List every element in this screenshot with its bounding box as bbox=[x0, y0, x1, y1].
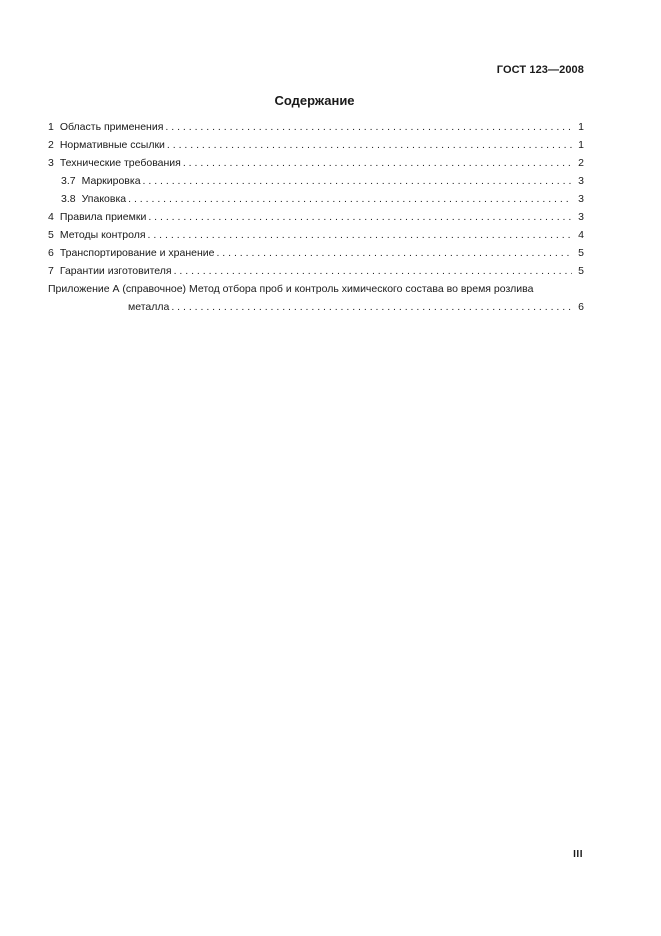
toc-leader-dots bbox=[148, 226, 572, 244]
toc-entry-page: 3 bbox=[578, 211, 584, 223]
toc-entry-3-8[interactable] bbox=[48, 190, 584, 208]
toc-leader-dots bbox=[183, 154, 572, 172]
toc-leader-dots bbox=[174, 262, 572, 280]
toc-entry-label: Упаковка bbox=[81, 193, 127, 205]
toc-entry-label: Транспортирование и хранение bbox=[59, 247, 215, 259]
document-code: ГОСТ 123—2008 bbox=[496, 64, 584, 76]
toc-leader-dots bbox=[167, 136, 572, 154]
toc-entry-label: Область применения bbox=[59, 121, 164, 133]
toc-entry-6[interactable] bbox=[48, 244, 584, 262]
toc-entry-label: Нормативные ссылки bbox=[59, 139, 165, 151]
toc-entry-label: Методы контроля bbox=[59, 229, 146, 241]
toc-entry-label: Гарантии изготовителя bbox=[59, 265, 172, 277]
toc-entry-4[interactable] bbox=[48, 208, 584, 226]
toc-entry-label: Правила приемки bbox=[59, 211, 147, 223]
toc-leader-dots bbox=[143, 172, 572, 190]
toc-entry-3[interactable] bbox=[48, 154, 584, 172]
toc-appendix-title[interactable]: Приложение А (справочное) Метод отбора проб и контроль химического состава во время розлива bbox=[48, 283, 534, 295]
toc-entry-page: 5 bbox=[578, 247, 584, 259]
toc-title: Содержание bbox=[274, 93, 355, 108]
toc-leader-dots bbox=[165, 118, 572, 136]
toc-entry-page: 1 bbox=[578, 139, 584, 151]
toc-entry-number: 7 bbox=[48, 265, 54, 277]
toc-entry-2[interactable] bbox=[48, 136, 584, 154]
toc-entry-1[interactable] bbox=[48, 118, 584, 136]
toc-entry-number: 3.8 bbox=[61, 193, 76, 205]
toc-entry-page: 3 bbox=[578, 175, 584, 187]
toc-appendix-entry[interactable] bbox=[48, 298, 584, 316]
toc-entry-page: 3 bbox=[578, 193, 584, 205]
toc-entry-number: 3 bbox=[48, 157, 54, 169]
toc-entry-page: 1 bbox=[578, 121, 584, 133]
toc-entry-page: 5 bbox=[578, 265, 584, 277]
toc-leader-dots bbox=[148, 208, 572, 226]
page-number: III bbox=[573, 849, 583, 860]
toc-entry-label: Маркировка bbox=[81, 175, 141, 187]
toc-leader-dots bbox=[171, 298, 572, 316]
toc-appendix-page: 6 bbox=[578, 301, 584, 313]
toc-appendix-label: металла bbox=[128, 301, 170, 313]
toc-entry-number: 6 bbox=[48, 247, 54, 259]
toc-entry-number: 2 bbox=[48, 139, 54, 151]
toc-entry-3-7[interactable] bbox=[48, 172, 584, 190]
toc-entry-7[interactable] bbox=[48, 262, 584, 280]
toc-entry-page: 4 bbox=[578, 229, 584, 241]
toc-entry-5[interactable] bbox=[48, 226, 584, 244]
toc-entry-label: Технические требования bbox=[59, 157, 181, 169]
toc-entry-number: 3.7 bbox=[61, 175, 76, 187]
toc-entry-number: 4 bbox=[48, 211, 54, 223]
toc-leader-dots bbox=[216, 244, 572, 262]
toc-entry-number: 5 bbox=[48, 229, 54, 241]
toc-entry-number: 1 bbox=[48, 121, 54, 133]
toc-entry-page: 2 bbox=[578, 157, 584, 169]
toc-leader-dots bbox=[128, 190, 572, 208]
table-of-contents bbox=[48, 118, 584, 316]
